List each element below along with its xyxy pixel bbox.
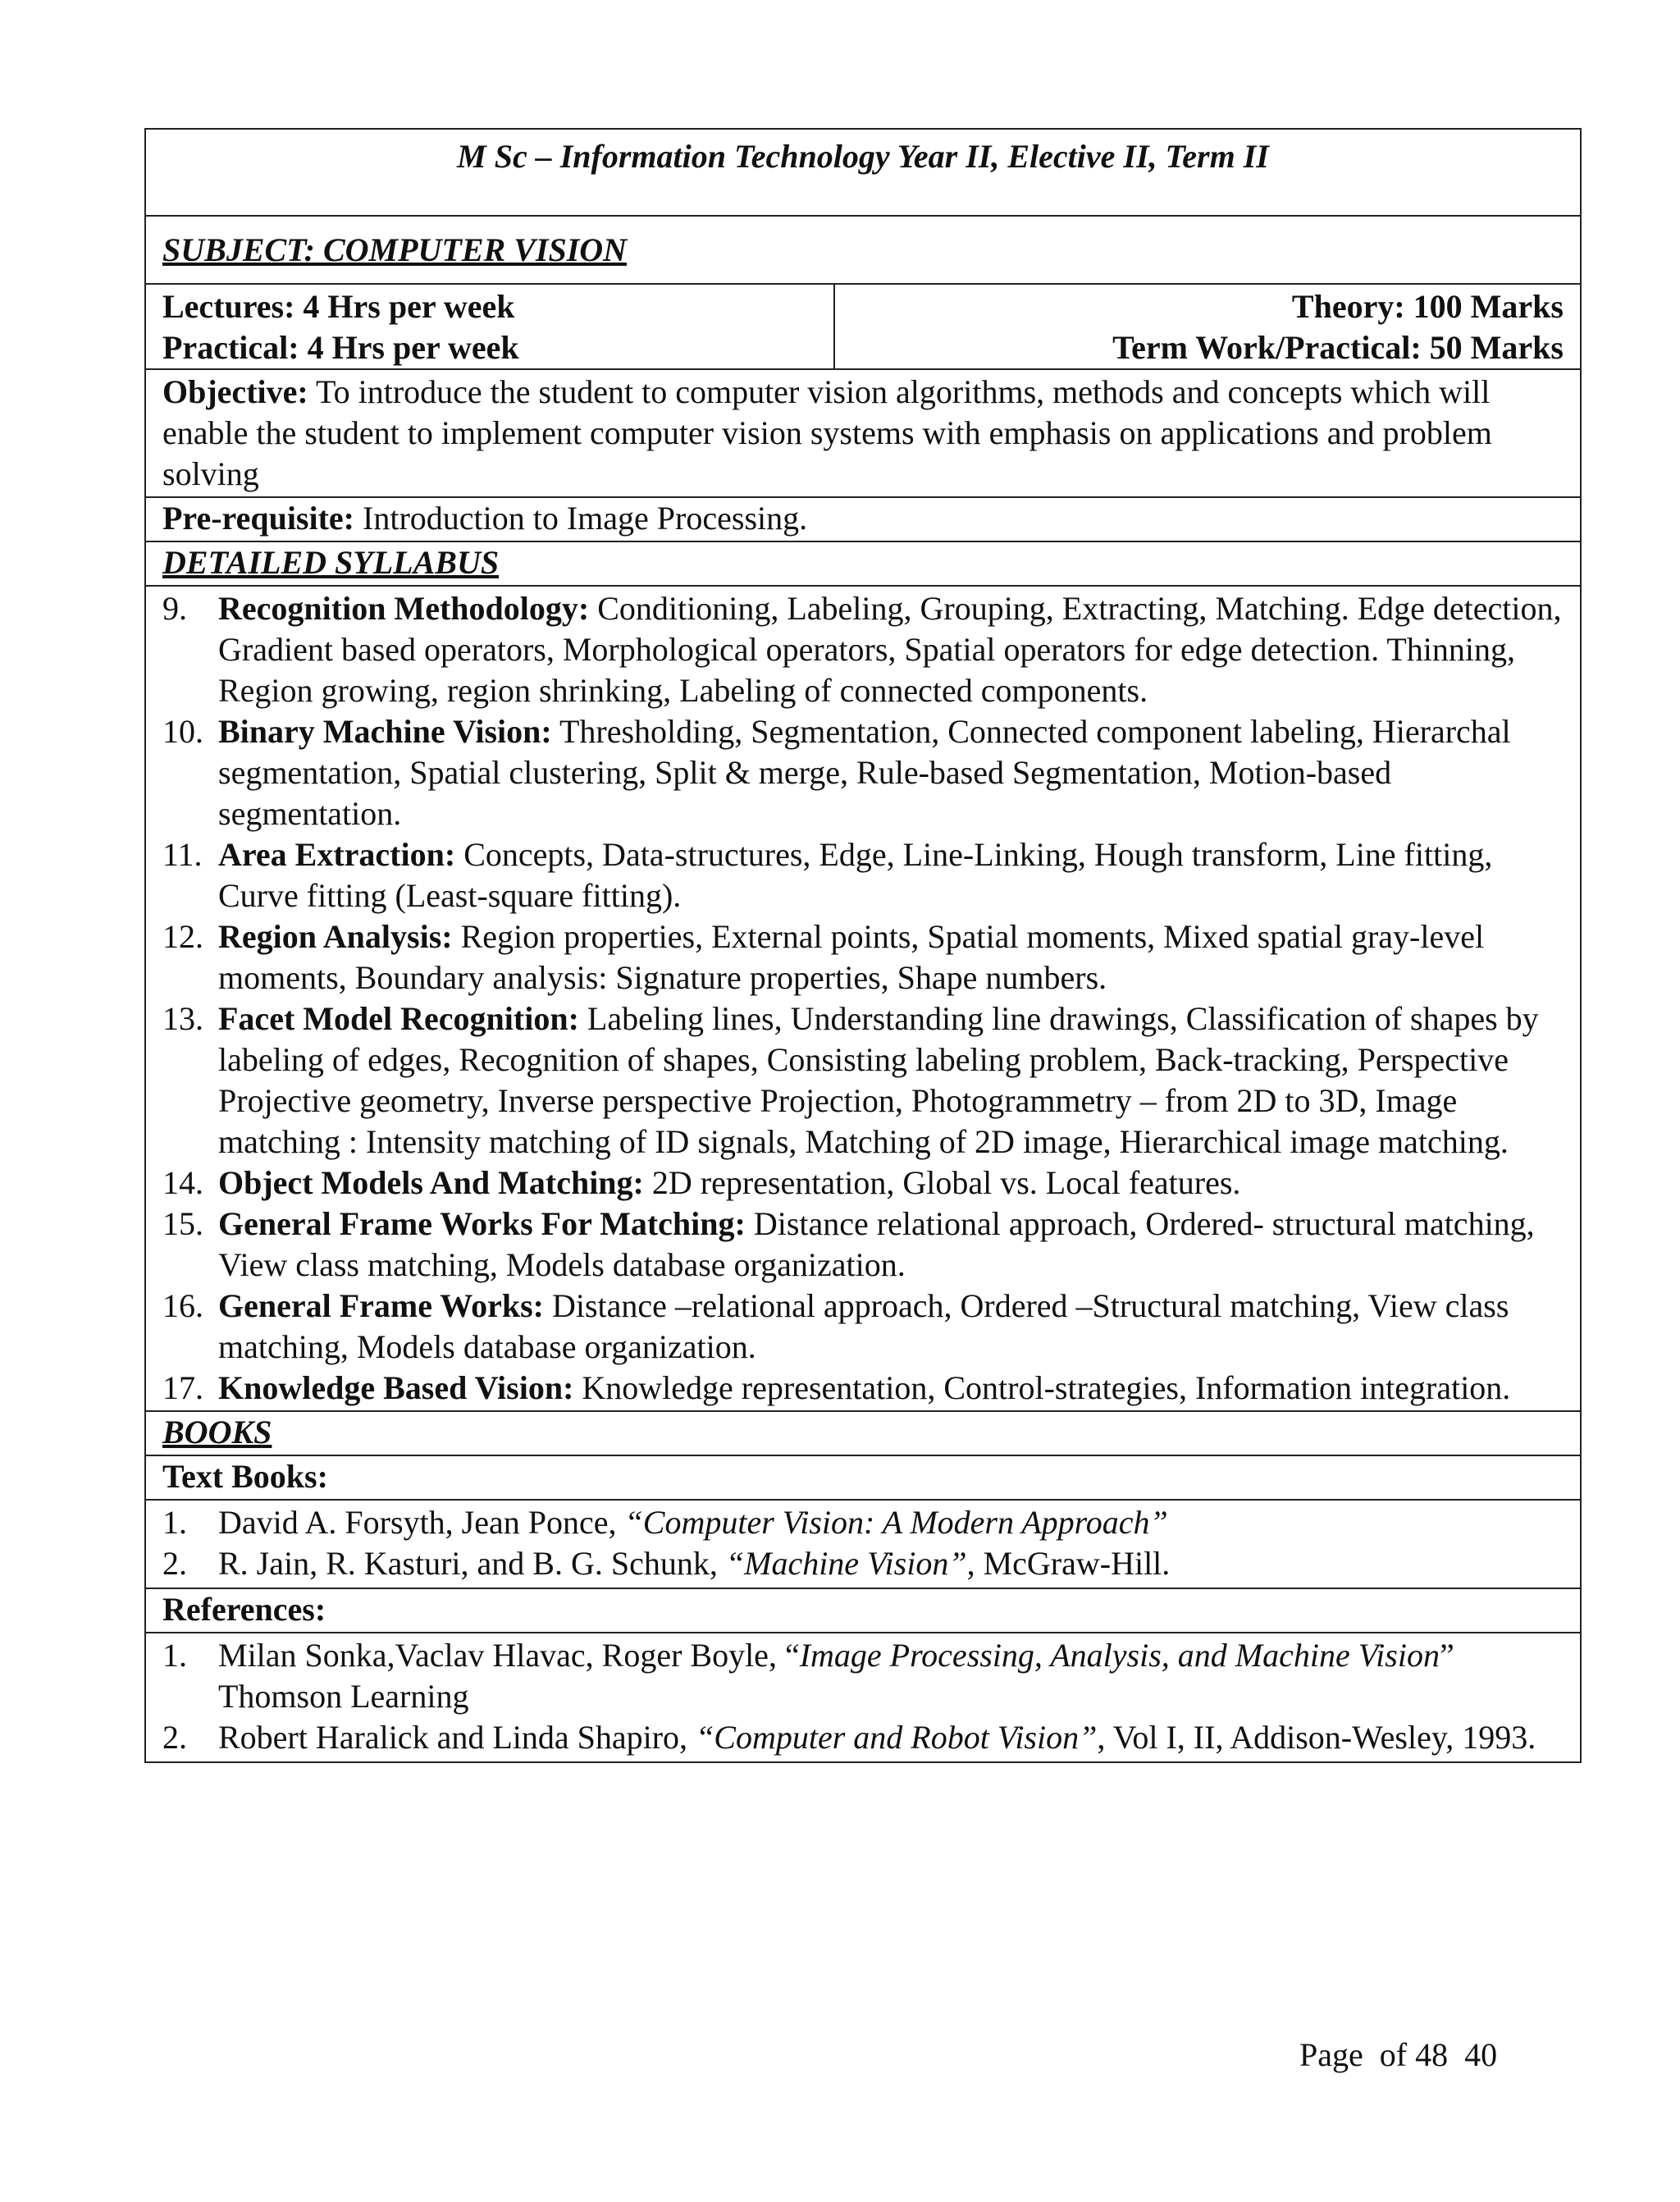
syllabus-list xyxy=(162,588,1564,1409)
syllabus-item-text: Distance relational approach, Ordered- structural matching, View class matching, Models database organization. xyxy=(218,1205,1535,1283)
syllabus-item-title: Recognition Methodology: xyxy=(218,590,590,627)
references-list xyxy=(162,1635,1564,1758)
syllabus-item-title: Area Extraction: xyxy=(218,836,456,873)
syllabus-item-title: Binary Machine Vision: xyxy=(218,713,552,750)
syllabus-item-text: Distance –relational approach, Ordered –Structural matching, View class matching, Models database organization. xyxy=(218,1287,1509,1365)
syllabus-item-text: Labeling lines, Understanding line drawings, Classification of shapes by labeling of edges, Recognition of shapes, Consisting labeling problem, Back-tracking, Perspective Projective geometry, Inverse perspective Projection, Photogrammetry – from 2D to 3D, Image matching : Intensity matching of ID signals, Matching of 2D image, Hierarchical image matching. xyxy=(218,1000,1539,1160)
syllabus-item xyxy=(162,711,1564,834)
references-row xyxy=(146,1632,1580,1761)
syllabus-item-title: Facet Model Recognition: xyxy=(218,1000,579,1037)
prerequisite-label: Pre-requisite: xyxy=(162,500,355,537)
syllabus-item-text: Conditioning, Labeling, Grouping, Extracting, Matching. Edge detection, Gradient based operators, Morphological operators, Spatial operators for edge detection. Thinning, Region growing, region shrinking, Labeling of connected components. xyxy=(218,590,1562,709)
book-authors: Robert Haralick and Linda Shapiro, xyxy=(218,1719,696,1756)
book-publisher: , McGraw-Hill. xyxy=(966,1545,1171,1582)
termwork-marks: Term Work/Practical: 50 Marks xyxy=(1112,329,1564,366)
syllabus-item-text: Region properties, External points, Spatial moments, Mixed spatial gray-level moments, Boundary analysis: Signature properties, Shape numbers. xyxy=(218,918,1485,996)
syllabus-item-title: Knowledge Based Vision: xyxy=(218,1369,574,1406)
syllabus-list-row xyxy=(146,585,1580,1410)
book-item xyxy=(162,1717,1564,1758)
syllabus-item xyxy=(162,1286,1564,1368)
syllabus-item-number: 11. xyxy=(162,836,203,873)
syllabus-item-number: 15. xyxy=(162,1205,203,1242)
books-heading-row xyxy=(146,1410,1580,1455)
course-header xyxy=(146,130,1580,215)
book-authors: David A. Forsyth, Jean Ponce, xyxy=(218,1504,625,1541)
book-item xyxy=(162,1502,1564,1543)
syllabus-item-number: 10. xyxy=(162,713,203,750)
course-title: M Sc – Information Technology Year II, Elective II, Term II xyxy=(457,138,1269,175)
syllabus-item xyxy=(162,588,1564,711)
syllabus-table xyxy=(144,128,1582,1763)
syllabus-item-number: 12. xyxy=(162,918,203,955)
textbooks-label: Text Books: xyxy=(162,1458,328,1495)
textbooks-row xyxy=(146,1499,1580,1588)
syllabus-item xyxy=(162,1204,1564,1286)
syllabus-item xyxy=(162,1163,1564,1204)
objective-label: Objective: xyxy=(162,373,308,410)
syllabus-item-title: Region Analysis: xyxy=(218,918,453,955)
book-item xyxy=(162,1635,1564,1717)
references-label: References: xyxy=(162,1591,326,1628)
book-title: “Computer and Robot Vision” xyxy=(696,1719,1098,1756)
syllabus-item xyxy=(162,998,1564,1163)
book-authors: R. Jain, R. Kasturi, and B. G. Schunk, xyxy=(218,1545,726,1582)
syllabus-item-number: 14. xyxy=(162,1164,203,1201)
syllabus-item-text: Thresholding, Segmentation, Connected component labeling, Hierarchal segmentation, Spatial clustering, Split & merge, Rule-based Segmentation, Motion-based segmentation. xyxy=(218,713,1511,832)
marks-right xyxy=(835,285,1580,368)
book-number: 2. xyxy=(162,1545,187,1582)
book-publisher: , Vol I, II, Addison-Wesley, 1993. xyxy=(1097,1719,1536,1756)
syllabus-item-number: 17. xyxy=(162,1369,203,1406)
syllabus-item xyxy=(162,1368,1564,1409)
book-publisher: ” Thomson Learning xyxy=(218,1637,1454,1715)
syllabus-item-text: Knowledge representation, Control-strategies, Information integration. xyxy=(573,1369,1511,1406)
syllabus-item xyxy=(162,834,1564,916)
book-number: 2. xyxy=(162,1719,187,1756)
prerequisite-row xyxy=(146,496,1580,541)
book-authors: Milan Sonka,Vaclav Hlavac, Roger Boyle, “ xyxy=(218,1637,800,1674)
syllabus-heading-row xyxy=(146,541,1580,585)
references-label-row xyxy=(146,1588,1580,1632)
syllabus-item xyxy=(162,916,1564,998)
syllabus-item-number: 13. xyxy=(162,1000,203,1037)
hours-row xyxy=(146,283,1580,368)
syllabus-item-text: 2D representation, Global vs. Local features. xyxy=(643,1164,1241,1201)
subject-title: SUBJECT: COMPUTER VISION xyxy=(162,231,628,268)
syllabus-item-title: General Frame Works For Matching: xyxy=(218,1205,746,1242)
book-title: “Computer Vision: A Modern Approach” xyxy=(624,1504,1168,1541)
textbooks-label-row xyxy=(146,1455,1580,1499)
syllabus-item-number: 9. xyxy=(162,590,187,627)
book-title: Image Processing, Analysis, and Machine Vision xyxy=(799,1637,1440,1674)
subject-row xyxy=(146,215,1580,283)
books-heading: BOOKS xyxy=(162,1414,272,1450)
page-number: Page of 48 40 xyxy=(1299,2036,1498,2073)
objective-text: To introduce the student to computer vision algorithms, methods and concepts which will enable the student to implement computer vision systems with emphasis on applications and problem solving xyxy=(162,373,1492,492)
textbooks-list xyxy=(162,1502,1564,1584)
syllabus-item-title: Object Models And Matching: xyxy=(218,1164,644,1201)
book-title: “Machine Vision” xyxy=(725,1545,967,1582)
book-item xyxy=(162,1543,1564,1584)
lectures-hours: Lectures: 4 Hrs per week xyxy=(162,288,515,325)
syllabus-item-number: 16. xyxy=(162,1287,203,1324)
theory-marks: Theory: 100 Marks xyxy=(1291,288,1564,325)
syllabus-item-title: General Frame Works: xyxy=(218,1287,544,1324)
objective-row xyxy=(146,368,1580,496)
syllabus-heading: DETAILED SYLLABUS xyxy=(162,544,500,581)
book-number: 1. xyxy=(162,1504,187,1541)
syllabus-item-text: Concepts, Data-structures, Edge, Line-Linking, Hough transform, Line fitting, Curve fitting (Least-square fitting). xyxy=(218,836,1493,914)
practical-hours: Practical: 4 Hrs per week xyxy=(162,329,519,366)
page-footer xyxy=(1299,2035,1497,2076)
book-number: 1. xyxy=(162,1637,187,1674)
hours-left xyxy=(146,285,835,368)
prerequisite-text: Introduction to Image Processing. xyxy=(354,500,808,537)
